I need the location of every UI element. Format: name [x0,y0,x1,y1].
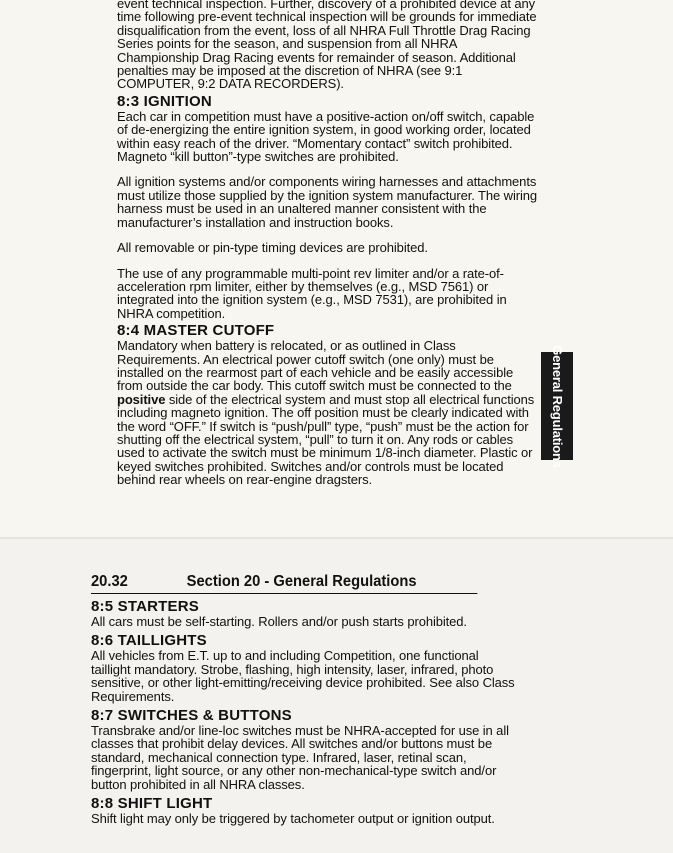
switches-buttons-heading: 8:7 SWITCHES & BUTTONS [91,707,292,725]
shift-light-text: Shift light may only be triggered by tachometer output or ignition output. [91,811,495,827]
switches-buttons-text: Transbrake and/or line-loc switches must be NHRA-accepted for use in all classes that prohibit delay devices. All switches and/or buttons must be standard, mechanical connection type. Infrared, laser, retinal scan, fingerprint, light source, or any other non-mechanical-type switch and/or button prohibited in all NHRA classes. [91,723,509,792]
taillights-text: All vehicles from E.T. up to and including Competition, one functional taillight mandatory. Strobe, flashing, high intensity, laser, infrared, photo sensitive, or other light-emitting/receiving device prohibited. See also Class Requirements. [91,648,515,704]
upper-text-column [117,0,542,487]
page-number: 20.32 [91,573,128,590]
general-regulations-tab [541,344,573,468]
master-cutoff-text-b: side of the electrical system and must stop all electrical functions including magneto ignition. The off position must be clearly indicated with the word “OFF.” If switch is “push/pull” type, “push” must be the action for shutting off the electrical system, “pull” to turn it on. Any rods or cables used to activate the switch must be minimum 1/8-inch diameter. Plastic or keyed switches prohibited. Switches and/or controls must be located behind rear wheels on rear-engine dragsters. [117,391,535,488]
ignition-paragraph-2: All ignition systems and/or components wiring harnesses and attachments must utilize those supplied by the ignition system manufacturer. The wiring harness must be used in an unaltered manner consistent with the manufacturer’s installation and instruction books. [117,174,538,230]
running-head [91,573,477,594]
master-cutoff-paragraph [117,339,542,486]
intro-paragraph: event technical inspection. Further, discovery of a prohibited device at any time following pre-event technical inspection will be grounds for immediate disqualification from the event, loss of all NHRA Full Throttle Drag Racing Series points for the season, and suspension from all NHRA Championship Drag Racing events for remainder of season. Additional penalties may be imposed at the discretion of NHRA (see 9:1 COMPUTER, 9:2 DATA RECORDERS). [117,0,537,92]
side-tab-label: General Regulations [549,344,565,468]
taillights-heading: 8:6 TAILLIGHTS [91,632,207,650]
master-cutoff-text-a: Mandatory when battery is relocated, or as outlined in Class Requirements. An electrical power cutoff switch (one only) must be installed on the rearmost part of each vehicle and be easily accessible from outside the car body. This cutoff switch must be connected to the [117,338,514,394]
ignition-paragraph-1: Each car in competition must have a positive-action on/off switch, capable of de-energizing the entire ignition system, in good working order, located within easy reach of the driver. “Momentary contact” switch prohibited. Magneto “kill button”-type switches are prohibited. [117,108,535,165]
ignition-heading: 8:3 IGNITION [117,92,212,110]
lower-text-column [91,573,521,825]
starters-heading: 8:5 STARTERS [91,598,199,615]
lower-page [0,539,673,853]
positive-emphasis: positive [117,391,166,407]
master-cutoff-heading: 8:4 MASTER CUTOFF [117,322,275,340]
starters-text: All cars must be self-starting. Rollers and/or push starts prohibited. [91,614,467,629]
running-head-title: Section 20 - General Regulations [186,573,417,590]
ignition-paragraph-3: All removable or pin-type timing devices are prohibited. [117,240,428,256]
ignition-paragraph-4: The use of any programmable multi-point rev limiter and/or a rate-of-acceleration rpm limiter, either by themselves (e.g., MSD 7561) or integrated into the ignition system (e.g., MSD 7531), are prohibited in NHRA competition. [117,265,507,321]
shift-light-heading: 8:8 SHIFT LIGHT [91,795,213,813]
